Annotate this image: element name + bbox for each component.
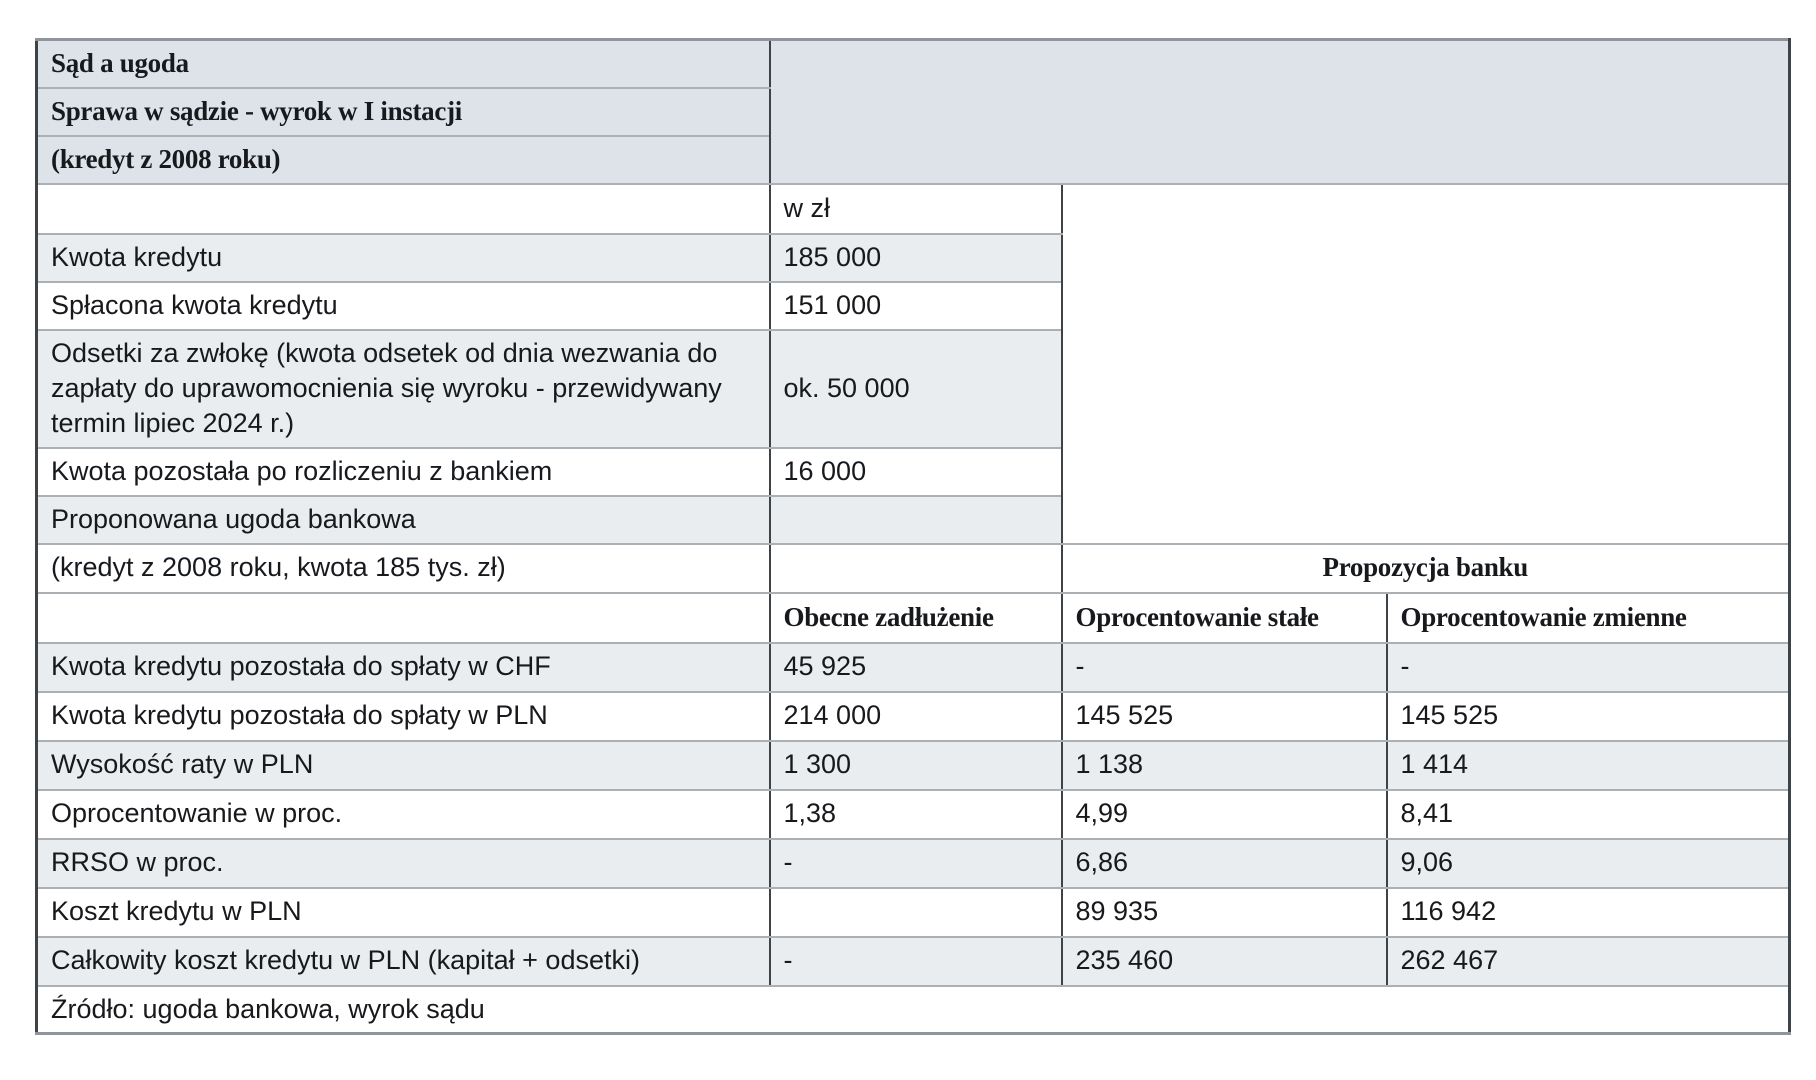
row-label-cell: Oprocentowanie w proc. (37, 790, 770, 839)
row-label-cell: RRSO w proc. (37, 839, 770, 888)
empty-cell (37, 593, 770, 643)
row-value-cell (770, 888, 1062, 937)
row-value-cell: 6,86 (1062, 839, 1387, 888)
row-label-cell: Odsetki za zwłokę (kwota odsetek od dnia wezwania do zapłaty do uprawomocnienia się wyroku - przewidywany termin lipiec 2024 r.) (37, 330, 770, 448)
row-value-cell: 1 138 (1062, 741, 1387, 790)
row-label-cell: Kwota pozostała po rozliczeniu z bankiem (37, 448, 770, 496)
row-value-cell: 1 300 (770, 741, 1062, 790)
row-label-cell: Spłacona kwota kredytu (37, 282, 770, 330)
group-header-cell: Propozycja banku (1062, 544, 1790, 593)
row-label-cell: Całkowity koszt kredytu w PLN (kapitał + odsetki) (37, 937, 770, 986)
row-value-cell: 151 000 (770, 282, 1062, 330)
row-value-cell: 262 467 (1387, 937, 1790, 986)
row-value-cell: ok. 50 000 (770, 330, 1062, 448)
row-label-cell: Kwota kredytu (37, 234, 770, 282)
table-row (37, 790, 1790, 839)
table-row (37, 544, 1790, 593)
row-value-cell: 9,06 (1387, 839, 1790, 888)
table-row (37, 888, 1790, 937)
table-row (37, 937, 1790, 986)
unit-header-cell: w zł (770, 184, 1062, 234)
empty-cell (37, 184, 770, 234)
column-header-cell: Oprocentowanie zmienne (1387, 593, 1790, 643)
table-row (37, 593, 1790, 643)
table-row (37, 40, 1790, 88)
table-row (37, 741, 1790, 790)
column-header-cell: Oprocentowanie stałe (1062, 593, 1387, 643)
row-value-cell: 45 925 (770, 643, 1062, 692)
right-spacer-cell (1062, 184, 1790, 544)
empty-cell (770, 496, 1062, 544)
row-value-cell: 145 525 (1062, 692, 1387, 741)
table-row (37, 643, 1790, 692)
row-value-cell: 89 935 (1062, 888, 1387, 937)
row-value-cell: 235 460 (1062, 937, 1387, 986)
source-cell: Źródło: ugoda bankowa, wyrok sądu (37, 986, 1790, 1034)
section-title-cell: Proponowana ugoda bankowa (37, 496, 770, 544)
row-value-cell: 116 942 (1387, 888, 1790, 937)
empty-cell (770, 544, 1062, 593)
section-title-cell: Sąd a ugoda (37, 40, 770, 88)
row-value-cell: - (1062, 643, 1387, 692)
row-label-cell: Kwota kredytu pozostała do spłaty w PLN (37, 692, 770, 741)
row-value-cell: - (1387, 643, 1790, 692)
table-row (37, 986, 1790, 1034)
column-header-cell: Obecne zadłużenie (770, 593, 1062, 643)
row-value-cell: 1 414 (1387, 741, 1790, 790)
row-value-cell: 8,41 (1387, 790, 1790, 839)
row-label-cell: Kwota kredytu pozostała do spłaty w CHF (37, 643, 770, 692)
row-value-cell: 4,99 (1062, 790, 1387, 839)
row-label-cell: Koszt kredytu w PLN (37, 888, 770, 937)
row-value-cell: 214 000 (770, 692, 1062, 741)
row-label-cell: Wysokość raty w PLN (37, 741, 770, 790)
table-row (37, 184, 1790, 234)
table-row (37, 692, 1790, 741)
loan-comparison-table (35, 38, 1791, 1035)
row-value-cell: 185 000 (770, 234, 1062, 282)
section-title-cell: Sprawa w sądzie - wyrok w I instacji (37, 88, 770, 136)
section-title-cell: (kredyt z 2008 roku) (37, 136, 770, 184)
row-value-cell: - (770, 839, 1062, 888)
table-row (37, 839, 1790, 888)
header-spacer-cell (770, 40, 1790, 184)
row-value-cell: 16 000 (770, 448, 1062, 496)
row-value-cell: 145 525 (1387, 692, 1790, 741)
row-value-cell: 1,38 (770, 790, 1062, 839)
row-value-cell: - (770, 937, 1062, 986)
section-title-cell: (kredyt z 2008 roku, kwota 185 tys. zł) (37, 544, 770, 593)
